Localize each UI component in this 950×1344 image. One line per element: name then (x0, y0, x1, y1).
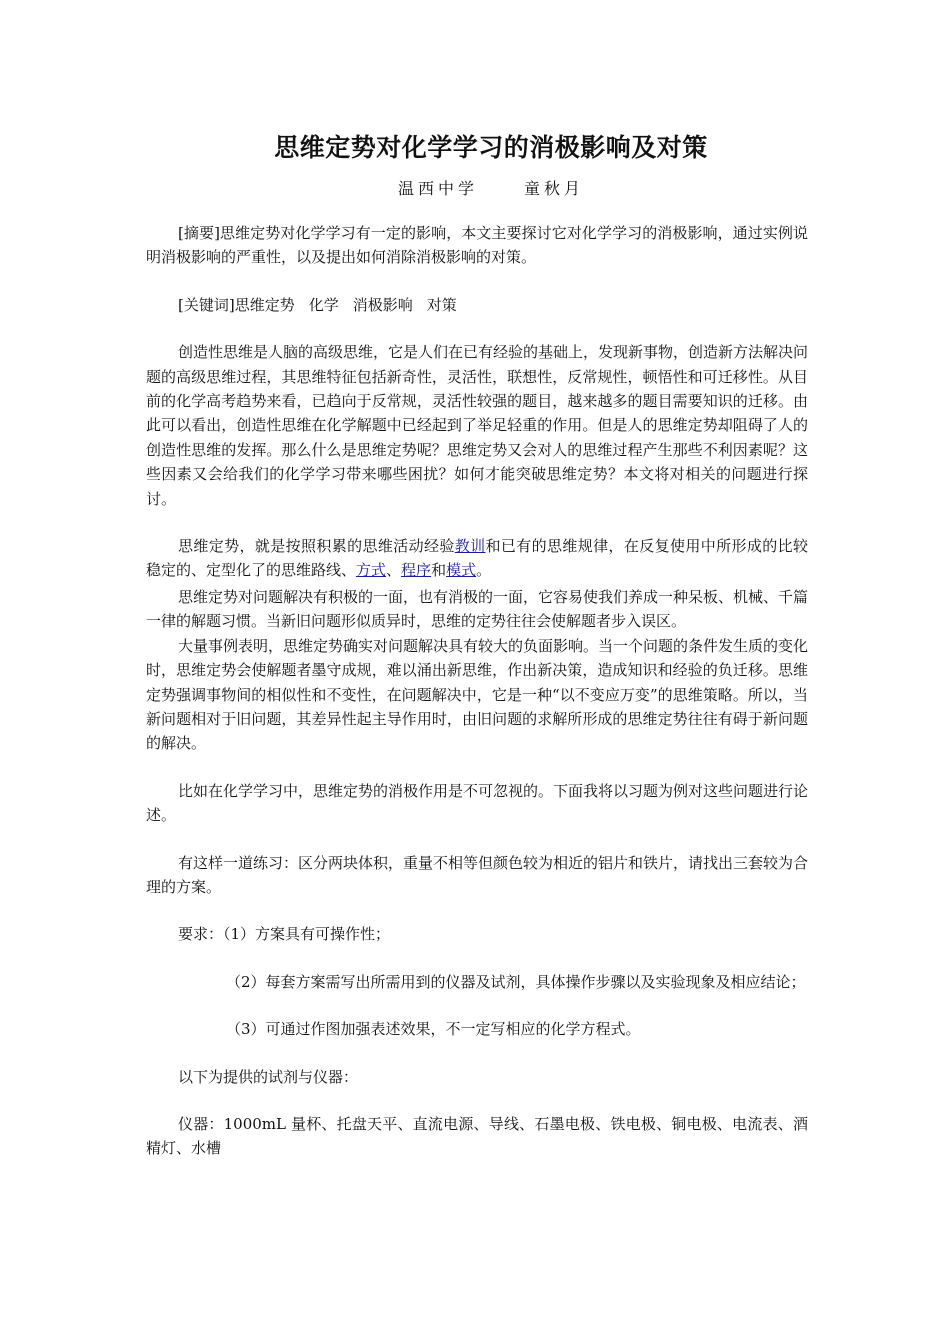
author-school: 温西中学 (397, 179, 478, 198)
instruments-paragraph: 仪器：1000mL 量杯、托盘天平、直流电源、导线、石墨电极、铁电极、铜电极、电流表、酒精灯、水槽 (146, 1114, 808, 1158)
two-sides-paragraph: 思维定势对问题解决有积极的一面，也有消极的一面，它容易使我们养成一种呆板、机械、千篇一律的解题习惯。当新旧问题形似质异时，思维的定势往往会使解题者步入误区。 (146, 587, 809, 631)
link-fangshi[interactable]: 方式 (356, 561, 387, 580)
document-body (146, 128, 808, 1161)
abstract-paragraph: [摘要]思维定势对化学学习有一定的影响，本文主要探讨它对化学学习的消极影响，通过实例说明消极影响的严重性，以及提出如何消除消极影响的对策。 (146, 224, 808, 267)
definition-text: 和已有的思维规律，在反复使用中所形成的比较稳定的、定型化了的思维路线、 (146, 537, 808, 580)
requirement-3: （3）可通过作图加强表述效果，不一定写相应的化学方程式。 (226, 1020, 641, 1039)
exercise-paragraph: 有这样一道练习：区分两块体积，重量不相等但颜色较为相近的铝片和铁片，请找出三套较为合理的方案。 (146, 853, 809, 896)
provided-heading: 以下为提供的试剂与仪器： (178, 1067, 359, 1086)
keyword-item: 消极影响 (352, 295, 413, 314)
example-intro-paragraph: 比如在化学学习中，思维定势的消极作用是不可忽视的。下面我将以习题为例对这些问题进行论述。 (146, 781, 809, 825)
keywords-label: [关键词] (178, 295, 235, 314)
requirement-1: 要求：（1）方案具有可操作性； (178, 925, 391, 944)
keyword-item: 对策 (426, 295, 457, 314)
definition-paragraph (146, 534, 808, 583)
link-moshi[interactable]: 模式 (446, 561, 477, 580)
definition-text: 。 (476, 561, 492, 580)
keywords-line (146, 293, 808, 317)
page-title: 思维定势对化学学习的消极影响及对策 (274, 133, 708, 162)
definition-text: 思维定势，就是按照积累的思维活动经验 (178, 537, 455, 556)
link-chengxu[interactable]: 程序 (401, 561, 432, 580)
author-name: 童秋月 (524, 179, 585, 198)
keyword-item: 化学 (308, 295, 339, 314)
requirement-2: （2）每套方案需写出所需用到的仪器及试剂，具体操作步骤以及实验现象及相应结论； (226, 972, 806, 991)
intro-paragraph: 创造性思维是人脑的高级思维，它是人们在已有经验的基础上，发现新事物，创造新方法解决问题的高级思维过程，其思维特征包括新奇性，灵活性，联想性，反常规性，顿悟性和可迁移性。从目前的化学高考趋势来看，已趋向于反常规，灵活性较强的题目，越来越多的题目需要知识的迁移。由此可以看出，创造性思维在化学解题中已经起到了举足轻重的作用。但是人的思维定势却阻碍了人的创造性思维的发挥。那么什么是思维定势呢？思维定势又会对人的思维过程产生那些不利因素呢？这些因素又会给我们的化学学习带来哪些困扰？如何才能突破思维定势？本文将对相关的问题进行探讨。 (146, 343, 809, 508)
definition-text: 、 (386, 561, 402, 580)
definition-text: 和 (431, 561, 447, 580)
link-jiaoxun[interactable]: 教训 (454, 537, 486, 556)
negative-impact-paragraph: 大量事例表明，思维定势确实对问题解决具有较大的负面影响。当一个问题的条件发生质的变化时，思维定势会使解题者墨守成规，难以涌出新思维，作出新决策，造成知识和经验的负迁移。思维定势强调事物间的相似性和不变性，在问题解决中，它是一种“以不变应万变”的思维策略。所以，当新问题相对于旧问题，其差异性起主导作用时，由旧问题的求解所形成的思维定势往往有碍于新问题的解决。 (146, 636, 809, 753)
keyword-item: 思维定势 (234, 295, 295, 314)
author-line (160, 176, 822, 199)
